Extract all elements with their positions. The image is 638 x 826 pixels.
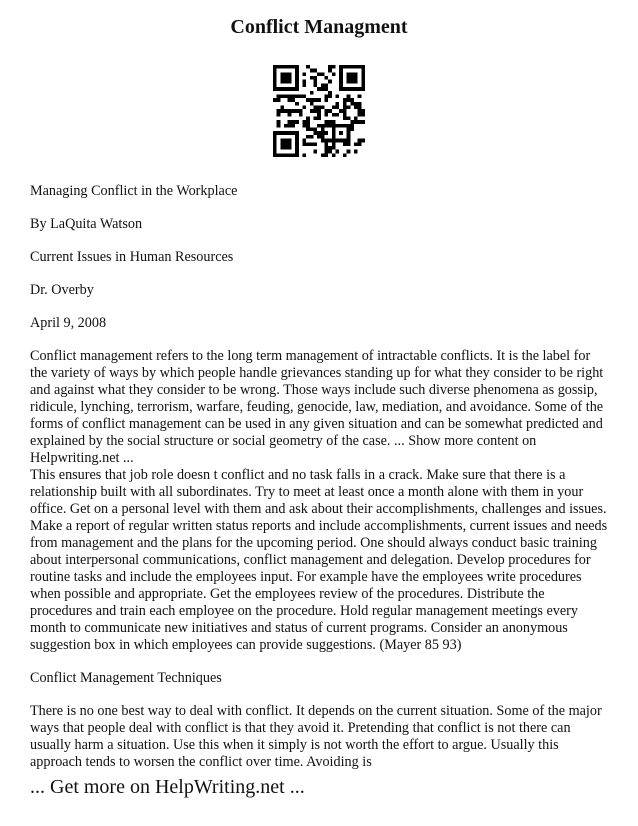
qr-code-icon bbox=[273, 65, 365, 157]
paragraph-2: This ensures that job role doesn t conflict and no task falls in a crack. Make sure that there is a relationship built with all subordinates. Try to meet at least once a month alone with them in your office. Get on a personal level with them and ask about their accomplishments, challenges and issues. Make a report of regular written status reports and include accomplishments, current issues and needs from management and the plans for the upcoming period. One should always conduct basic training about interpersonal communications, conflict management and delegation. Develop procedures for routine tasks and include the employees input. For example have the employees write procedures when possible and appropriate. Get the employees review of the procedures. Distribute the procedures and train each employee on the procedure. Hold regular management meetings every month to communicate new initiatives and status of current programs. Consider an anonymous suggestion box in which employees can provide suggestions. (Mayer 85 93) bbox=[30, 467, 608, 653]
paragraph-3: There is no one best way to deal with conflict. It depends on the current situation. Some of the major ways that people deal with conflict is that they avoid it. Pretending that conflict is not there can usually harm a situation. Use this when it simply is not worth the effort to argue. Usually this approach tends to worsen the conflict over time. Avoiding is bbox=[30, 703, 602, 770]
course-line: Current Issues in Human Resources bbox=[30, 249, 234, 265]
instructor-line: Dr. Overby bbox=[30, 282, 94, 298]
footer-link[interactable]: ... Get more on HelpWriting.net ... bbox=[30, 776, 305, 798]
date-line: April 9, 2008 bbox=[30, 315, 107, 331]
document-body bbox=[30, 183, 610, 771]
author-line: By LaQuita Watson bbox=[30, 216, 143, 232]
section-heading: Conflict Management Techniques bbox=[30, 670, 222, 686]
paragraph-1: Conflict management refers to the long term management of intractable conflicts. It is the label for the variety of ways by which people handle grievances standing up for what they consider to be right and against what they consider to be wrong. Those ways include such diverse phenomena as gossip, ridicule, lynching, terrorism, warfare, feuding, genocide, law, mediation, and avoidance. Some of the forms of conflict management can be used in any given situation and can be somewhat predicted and explained by the social structure or social geometry of the case. ... Show more content on Helpwriting.net ... bbox=[30, 348, 604, 466]
document-title: Conflict Managment bbox=[230, 16, 408, 38]
subtitle-line: Managing Conflict in the Workplace bbox=[30, 183, 238, 199]
